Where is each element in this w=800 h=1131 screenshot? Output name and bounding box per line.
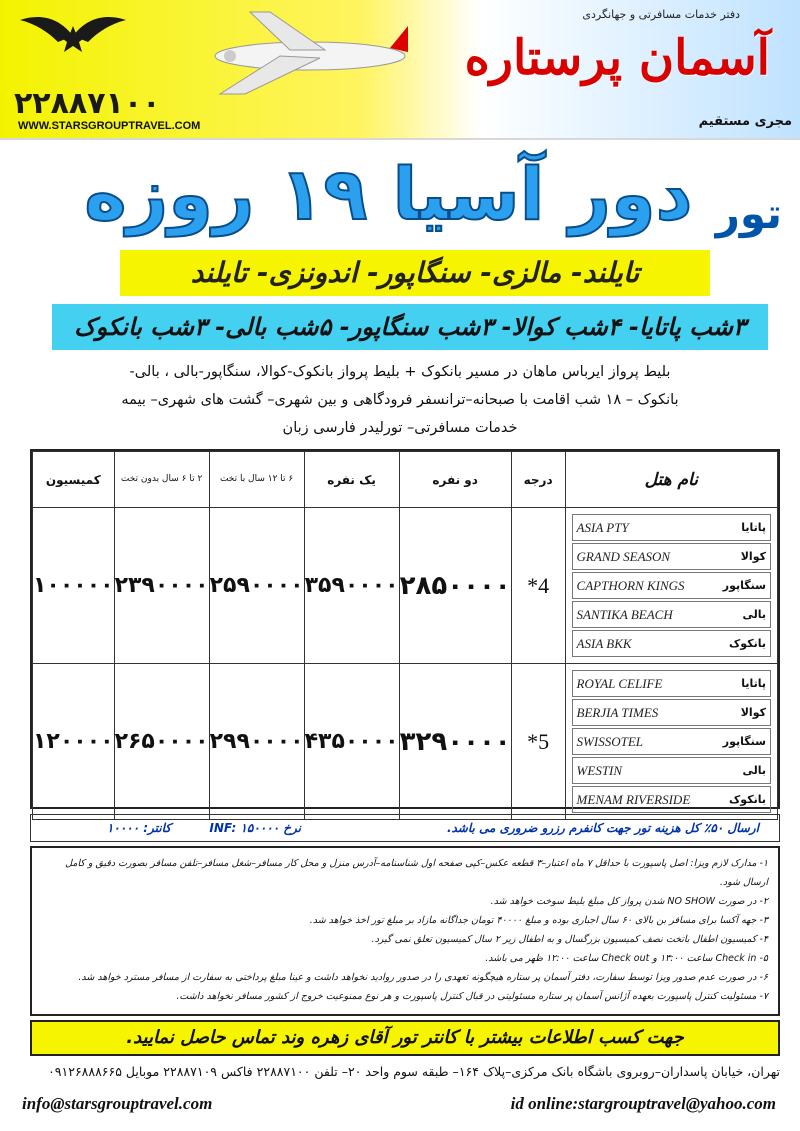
grade-cell: 5* [511, 664, 565, 820]
footer-yahoo-id[interactable]: id online:stargrouptravel@yahoo.com [510, 1094, 776, 1113]
hotel-item [572, 630, 771, 657]
footer-address: تهران، خیابان پاسداران–روبروی باشگاه بانک مرکزی–پلاک ۱۶۴– طبقه سوم واحد ۲۰– تلفن ۲۲۸۸۷۱۰۰ فاکس ۲۲۸۸۷۱۰۹ موبایل ۰۹۱۲۶۸۸۸۶۶۵ [48, 1064, 780, 1079]
countries-banner: تایلند- مالزی- سنگاپور- اندونزی- تایلند [120, 250, 710, 296]
header-commission: کمیسیون [33, 452, 115, 508]
hotel-name: GRAND SEASON [576, 548, 671, 564]
hotel-name: CAPTHORN KINGS [576, 577, 685, 593]
airplane-icon [160, 6, 410, 96]
footer-email[interactable]: info@starsgrouptravel.com [22, 1094, 213, 1113]
price-child-nobed: ۲۶۵۰۰۰۰ [114, 664, 209, 820]
hotel-list [565, 508, 777, 664]
wings-logo-icon [18, 6, 128, 60]
term-item: ۶- در صورت عدم صدور ویزا توسط سفارت، دفتر آسمان پر ستاره هیچگونه تعهدی را در صدور روادید نخواهد داشت و عینا مبلغ پرداختی به سفارت از مسافر مسترد خواهد شد. [78, 972, 768, 983]
hotel-item [572, 543, 771, 570]
header-hotel: نام هتل [565, 452, 777, 508]
header-grade: درجه [511, 452, 565, 508]
term-item: ۷- مسئولیت کنترل پاسپورت بعهده آژانس آسمان پر ستاره مسئولیتی در قبال کنترل پاسپورت و هر نوع ممنوعیت خروج از کشور مسافر نخواهد داشت. [176, 991, 768, 1002]
hotel-name: BERJIA TIMES [576, 704, 659, 720]
price-double: ۳۲۹۰۰۰۰ [399, 664, 511, 820]
hotel-city: بانکوک [729, 793, 766, 806]
table-row [33, 664, 778, 820]
hotel-city: سنگاپور [722, 579, 766, 592]
description-line: بلیط پرواز ایرباس ماهان در مسیر بانکوک + بلیط پرواز بانکوک-کوالا، سنگاپور-بالی ، بالی- [129, 364, 671, 380]
inf-rate: نرخ INF: ۱۵۰۰۰۰ [209, 821, 301, 835]
hotel-name: ASIA BKK [576, 635, 632, 651]
hotel-item [572, 728, 771, 755]
hotel-name: MENAM RIVERSIDE [576, 791, 691, 807]
price-table [30, 449, 780, 809]
hotel-item [572, 514, 771, 541]
hotel-item [572, 601, 771, 628]
deposit-note: ارسال ۵۰٪ کل هزینه تور جهت کانفرم رزرو ضروری می باشد. [446, 821, 759, 835]
description-line: بانکوک – ۱۸ شب اقامت با صبحانه–ترانسفر فرودگاهی و بین شهری– گشت های شهری– بیمه [121, 392, 679, 408]
header-banner [0, 0, 800, 140]
hotel-city: بالی [742, 608, 766, 621]
hotel-item [572, 699, 771, 726]
hotel-city: کوالا [740, 706, 766, 719]
table-row [33, 508, 778, 664]
price-single: ۳۵۹۰۰۰۰ [304, 508, 399, 664]
term-item: ۴- کمیسیون اطفال باتخت نصف کمیسیون بزرگسال و به اطفال زیر ۲ سال کمیسیون تعلق نمی گیرد. [371, 934, 768, 945]
hotel-city: پاتایا [741, 677, 766, 690]
header-single: یک نفره [304, 452, 399, 508]
direct-operator-label: مجری مستقیم [698, 114, 792, 129]
terms-list [30, 846, 780, 1016]
hotel-city: کوالا [740, 550, 766, 563]
price-double: ۲۸۵۰۰۰۰ [399, 508, 511, 664]
website-url[interactable]: WWW.STARSGROUPTRAVEL.COM [18, 120, 201, 132]
hotel-item [572, 670, 771, 697]
header-child-bed: ۶ تا ۱۲ سال با تخت [209, 452, 304, 508]
hotel-city: پاتایا [741, 521, 766, 534]
hotel-name: SANTIKA BEACH [576, 606, 673, 622]
hotel-city: سنگاپور [722, 735, 766, 748]
nights-banner: ۳شب پاتایا- ۴شب کوالا- ۳شب سنگاپور- ۵شب بالی- ۳شب بانکوک [52, 304, 768, 350]
hotel-name: ROYAL CELIFE [576, 675, 663, 691]
deposit-note-bar [30, 814, 780, 842]
hotel-item [572, 757, 771, 784]
price-child-nobed: ۲۳۹۰۰۰۰ [114, 508, 209, 664]
hotel-city: بالی [742, 764, 766, 777]
term-item: ۲- در صورت NO SHOW شدن پرواز کل مبلغ بلیط سوخت خواهد شد. [490, 896, 768, 907]
term-item: ۳- جهه آکسا برای مسافر بن بالای ۶۰ سال اجباری بوده و مبلغ ۴۰۰۰۰ تومان جداگانه مازاد بر مبلغ تور اخذ خواهد شد. [309, 915, 768, 926]
price-child-bed: ۲۵۹۰۰۰۰ [209, 508, 304, 664]
table-header-row [33, 452, 778, 508]
hotel-city: بانکوک [729, 637, 766, 650]
price-commission: ۱۰۰۰۰۰ [33, 508, 115, 664]
hotel-name: SWISSOTEL [576, 733, 643, 749]
hotel-name: WESTIN [576, 762, 623, 778]
counter-rate: کانتر: ۱۰۰۰۰ [106, 821, 171, 835]
hotel-name: ASIA PTY [576, 519, 629, 535]
price-child-bed: ۲۹۹۰۰۰۰ [209, 664, 304, 820]
term-item: ۵- Check in ساعت ۱۳:۰۰ و Check out ساعت ۱۲:۰۰ ظهر می باشد. [485, 953, 768, 964]
contact-banner: جهت کسب اطلاعات بیشتر با کانتر تور آقای زهره وند تماس حاصل نمایید. [30, 1020, 780, 1056]
tour-title [12, 150, 782, 240]
header-double: دو نفره [399, 452, 511, 508]
brand-name: آسمان پرستاره [464, 30, 770, 86]
price-single: ۴۳۵۰۰۰۰ [304, 664, 399, 820]
grade-cell: 4* [511, 508, 565, 664]
tour-main-title: دور آسیا ۱۹ روزه [84, 152, 693, 236]
tour-description [30, 358, 770, 442]
header-child-nobed: ۲ تا ۶ سال بدون تخت [114, 452, 209, 508]
hotel-list [565, 664, 777, 820]
term-item: ۱- مدارک لازم ویزا: اصل پاسپورت با حداقل ۷ ماه اعتبار–۳ قطعه عکس–کپی صفحه اول شناسنامه–آدرس منزل و محل کار مسافر–شغل مسافر–تلفن مسافر بصورت دقیق و کامل ارسال شود. [65, 858, 768, 888]
hotel-item [572, 572, 771, 599]
hotel-item [572, 786, 771, 813]
description-line: خدمات مسافرتی– تورلیدر فارسی زبان [282, 420, 518, 436]
brand-subtitle: دفتر خدمات مسافرتی و جهانگردی [582, 8, 740, 21]
tour-label: تور [715, 189, 782, 238]
price-commission: ۱۲۰۰۰۰ [33, 664, 115, 820]
phone-number: ۲۲۸۸۷۱۰۰ [14, 86, 161, 121]
